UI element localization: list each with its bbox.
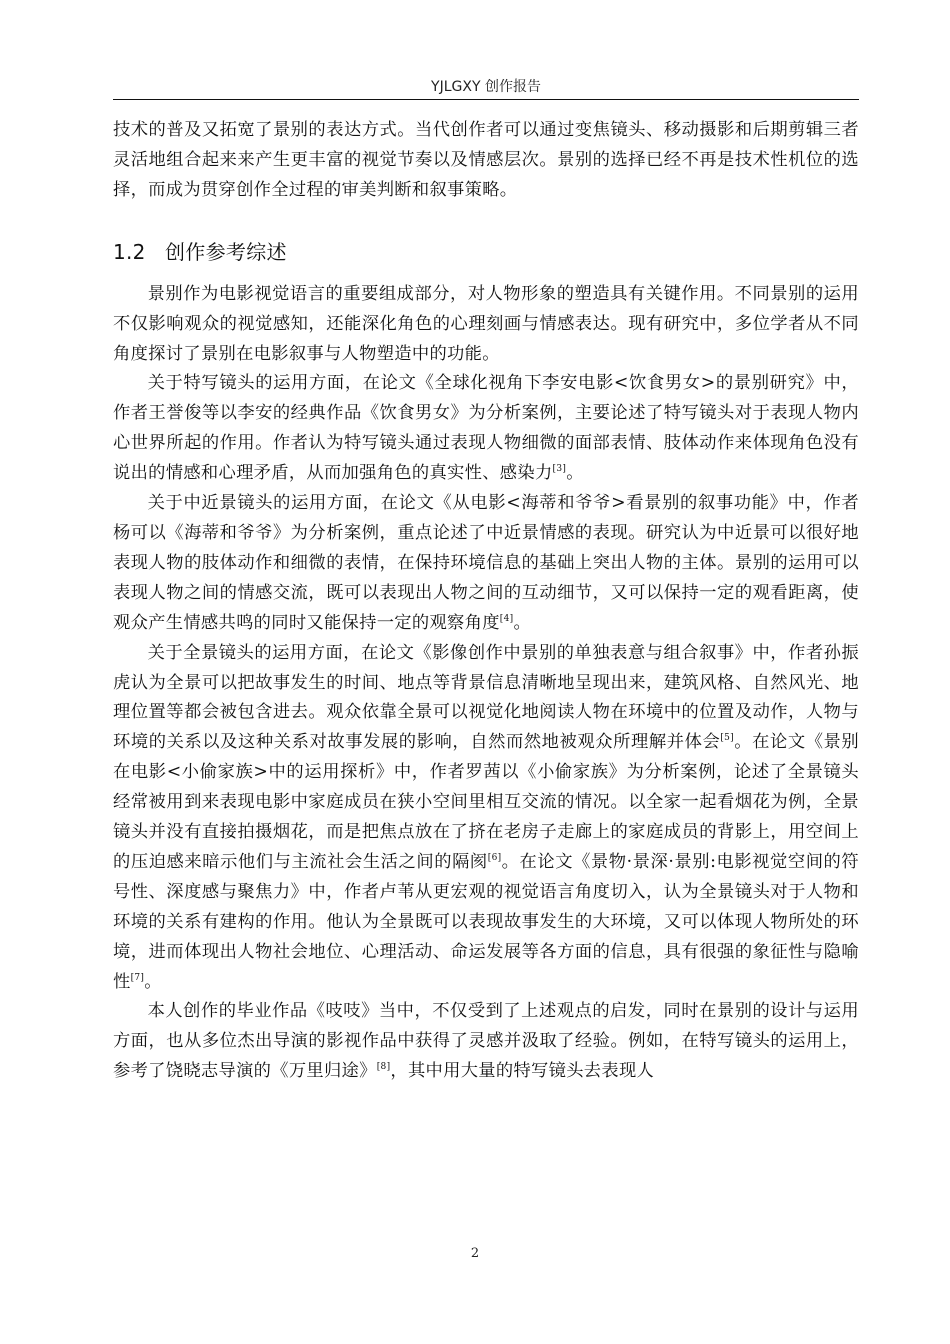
section-number: 1.2 — [113, 239, 146, 264]
citation-5: [5] — [720, 733, 734, 744]
citation-4: [4] — [499, 613, 514, 624]
paragraph-medium-close: 关于中近景镜头的运用方面，在论文《从电影<海蒂和爷爷>看景别的叙事功能》中，作者杨可以《海蒂和爷爷》为分析案例，重点论述了中近景情感的表现。研究认为中近景可以很好地表现人物的肢体动作和细微的表情，在保持环境信息的基础上突出人物的主体。景别的运用可以表现人物之间的情感交流，既可以表现出人物之间的互动细节，又可以保持一定的观看距离，使观众产生情感共鸣的同时又能保持一定的观察角度[4]。 — [113, 493, 859, 633]
page-number: 2 — [470, 1246, 480, 1261]
paragraph-full-shot: 关于全景镜头的运用方面，在论文《影像创作中景别的单独表意与组合叙事》中，作者孙振虎认为全景可以把故事发生的时间、地点等背景信息清晰地呈现出来，建筑风格、自然风光、地理位置等都会被包含进去。观众依靠全景可以视觉化地阅读人物在环境中的位置及动作，人物与环境的关系以及这种关系对故事发展的影响，自然而然地被观众所理解并体会[5]。在论文《景别在电影<小偷家族>中的运用探析》中，作者罗茜以《小偷家族》为分析案例，论述了全景镜头经常被用到来表现电影中家庭成员在狭小空间里相互交流的情况。以全家一起看烟花为例，全景镜头并没有直接拍摄烟花，而是把焦点放在了挤在老房子走廊上的家庭成员的背影上，用空间上的压迫感来暗示他们与主流社会生活之间的隔阂[6]。在论文《景物·景深·景别:电影视觉空间的符号性、深度感与聚焦力》中，作者卢苇从更宏观的视觉语言角度切入，认为全景镜头对于人物和环境的关系有建构的作用。他认为全景既可以表现故事发生的大环境，又可以体现人物所处的环境，进而体现出人物社会地位、心理活动、命运发展等各方面的信息，具有很强的象征性与隐喻性[7]。 — [113, 642, 860, 992]
citation-7: [7] — [130, 972, 145, 983]
citation-8: [8] — [376, 1062, 391, 1073]
paragraph-close-up: 关于特写镜头的运用方面，在论文《全球化视角下李安电影<饮食男女>的景别研究》中，作者王誉俊等以李安的经典作品《饮食男女》为分析案例，主要论述了特写镜头对于表现人物内心世界所起的作用。作者认为特写镜头通过表现人物细微的面部表情、肢体动作来体现角色没有说出的情感和心理矛盾，从而加强角色的真实性、感染力[3]。 — [113, 373, 859, 484]
paragraph-intro: 景别作为电影视觉语言的重要组成部分，对人物形象的塑造具有关键作用。不同景别的运用不仅影响观众的视觉感知，还能深化角色的心理刻画与情感表达。现有研究中，多位学者从不同角度探讨了景别在电影叙事与人物塑造中的功能。 — [113, 283, 859, 364]
section-title: 创作参考综述 — [165, 239, 287, 264]
paragraph-own-work: 本人创作的毕业作品《吱吱》当中，不仅受到了上述观点的启发，同时在景别的设计与运用方面，也从多位杰出导演的影视作品中获得了灵感并汲取了经验。例如，在特写镜头的运用上，参考了饶晓志导演的《万里归途》[8]，其中用大量的特写镜头去表现人 — [113, 1001, 859, 1082]
page-header: YJLGXY 创作报告 — [431, 79, 541, 95]
header-divider — [113, 99, 859, 100]
citation-3: [3] — [552, 464, 567, 475]
section-heading — [113, 238, 859, 266]
citation-6: [6] — [487, 853, 502, 864]
document-body — [113, 116, 859, 1087]
paragraph-continued: 技术的普及又拓宽了景别的表达方式。当代创作者可以通过变焦镜头、移动摄影和后期剪辑三者灵活地组合起来来产生更丰富的视觉节奏以及情感层次。景别的选择已经不再是技术性机位的选择，而成为贯穿创作全过程的审美判断和叙事策略。 — [113, 120, 859, 200]
